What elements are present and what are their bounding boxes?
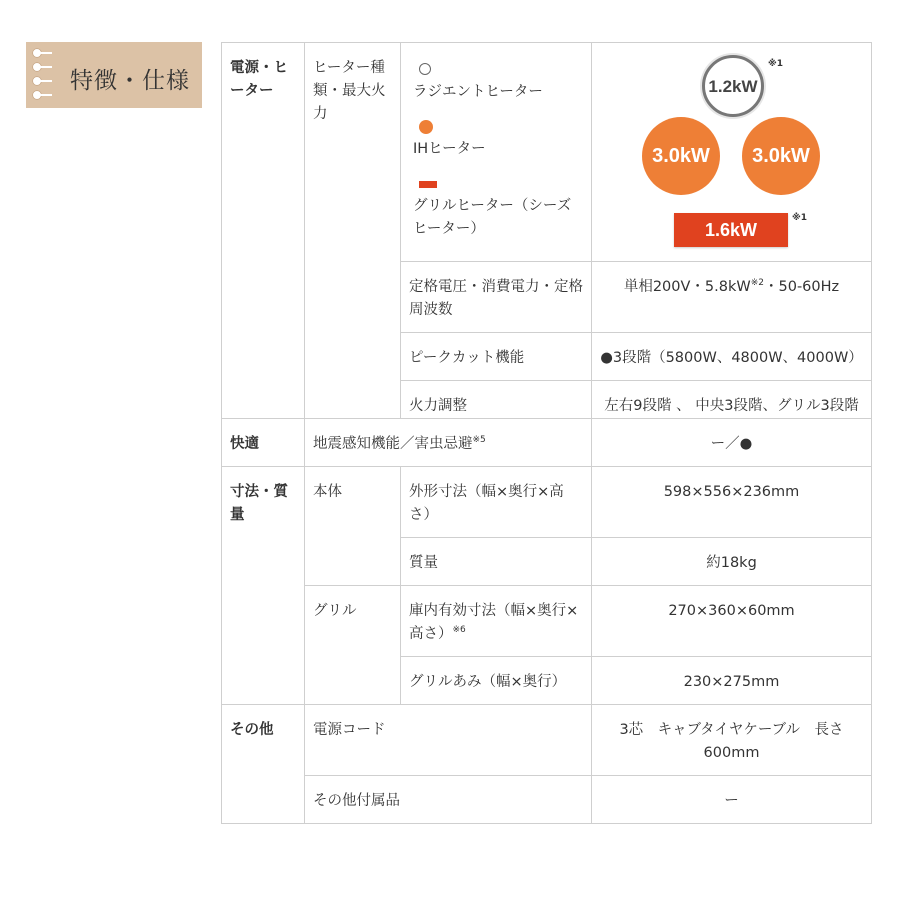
heat-adjust-value: 左右9段階 、 中央3段階、グリル3段階: [592, 381, 872, 419]
section-title: 特徴・仕様: [70, 68, 190, 94]
outer-dim-value: 598×556×236mm: [592, 467, 872, 538]
cord-label: 電源コード: [305, 705, 592, 776]
category-power: 電源・ヒーター: [222, 43, 305, 419]
grill-inner-value: 270×360×60mm: [592, 586, 872, 657]
ih-burner-left: 3.0kW: [642, 117, 720, 195]
cord-value: 3芯 キャブタイヤケーブル 長さ600mm: [592, 705, 872, 776]
category-dimensions: 寸法・質量: [222, 467, 305, 705]
legend-ih: IHヒーター: [413, 141, 486, 157]
peak-cut-label: ピークカット機能: [401, 333, 592, 381]
spec-table: [221, 42, 872, 824]
burner-diagram: [592, 43, 871, 240]
grill-heater: 1.6kW: [674, 213, 788, 247]
legend-item: [413, 114, 583, 161]
legend-item: [413, 57, 583, 104]
burner-diagram-cell: [592, 43, 872, 262]
weight-value: 約18kg: [592, 538, 872, 586]
table-row: [222, 43, 872, 262]
legend-grill: グリルヒーター（シーズヒーター）: [413, 198, 572, 237]
body-label: 本体: [305, 467, 401, 586]
grill-label: グリル: [305, 586, 401, 705]
accessories-value: ー: [592, 776, 872, 824]
rated-value: 単相200V・$5.8kW^{※2}$・50-60Hz: [592, 262, 872, 333]
weight-label: 質量: [401, 538, 592, 586]
grill-net-label: グリルあみ（幅×奥行）: [401, 657, 592, 705]
heater-type-legend: [401, 43, 592, 262]
hollow-circle-icon: [419, 63, 431, 75]
heater-type-label: ヒーター種類・最大火力: [305, 43, 401, 419]
radiant-note: ※1: [768, 59, 784, 69]
red-bar-icon: [419, 181, 437, 188]
binder-rings-icon: [30, 46, 46, 104]
table-row: [222, 419, 872, 467]
table-row: [222, 776, 872, 824]
orange-dot-icon: [419, 120, 433, 134]
outer-dim-label: 外形寸法（幅×奥行×高さ）: [401, 467, 592, 538]
accessories-label: その他付属品: [305, 776, 592, 824]
radiant-burner: 1.2kW: [702, 55, 764, 117]
grill-net-value: 230×275mm: [592, 657, 872, 705]
table-row: [222, 586, 872, 657]
grill-inner-label: 庫内有効寸法（幅×奥行×高さ）$^{※6}$: [401, 586, 592, 657]
table-row: [222, 467, 872, 538]
comfort-value: ー／●: [592, 419, 872, 467]
heat-adjust-label: 火力調整: [401, 381, 592, 419]
peak-cut-value: ●3段階（5800W、4800W、4000W）: [592, 333, 872, 381]
comfort-label: 地震感知機能／害虫忌避$^{※5}$: [305, 419, 592, 467]
section-tab: [26, 42, 202, 108]
ih-burner-right: 3.0kW: [742, 117, 820, 195]
category-comfort: 快適: [222, 419, 305, 467]
legend-item: [413, 171, 583, 241]
rated-label: 定格電圧・消費電力・定格周波数: [401, 262, 592, 333]
grill-note: ※1: [792, 213, 808, 223]
table-row: [222, 705, 872, 776]
category-other: その他: [222, 705, 305, 824]
legend-radiant: ラジエントヒーター: [413, 84, 543, 100]
